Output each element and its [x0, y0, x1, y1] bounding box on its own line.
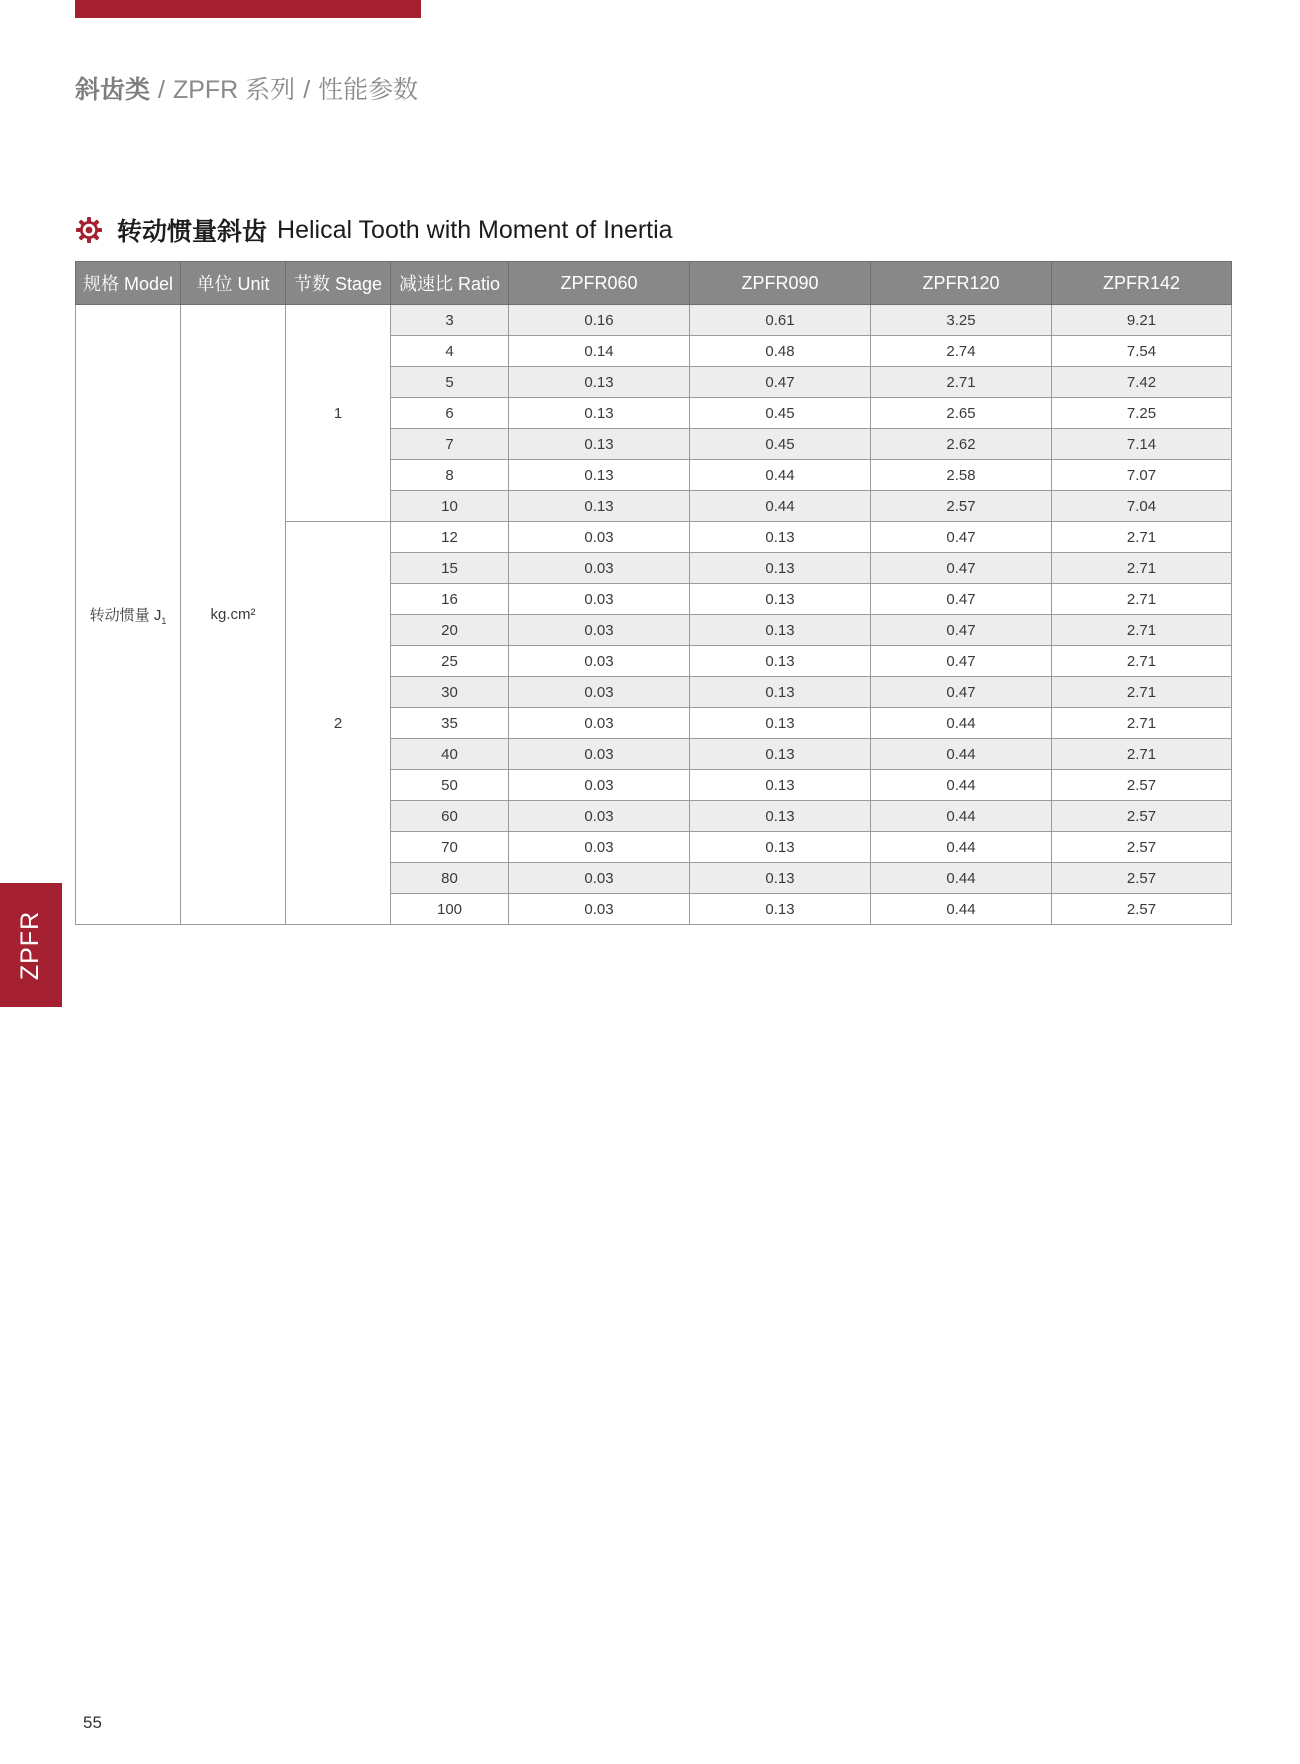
- ratio-cell: 80: [391, 863, 509, 894]
- zpfr060-cell: 0.14: [509, 336, 690, 367]
- header-zpfr060: ZPFR060: [509, 262, 690, 305]
- header-ratio: 减速比 Ratio: [391, 262, 509, 305]
- zpfr060-cell: 0.03: [509, 894, 690, 925]
- zpfr060-cell: 0.03: [509, 832, 690, 863]
- zpfr060-cell: 0.13: [509, 398, 690, 429]
- zpfr090-cell: 0.13: [690, 646, 871, 677]
- zpfr120-cell: 2.57: [871, 491, 1052, 522]
- breadcrumb-category: 斜齿类: [75, 76, 151, 104]
- zpfr120-cell: 0.47: [871, 522, 1052, 553]
- zpfr120-cell: 3.25: [871, 305, 1052, 336]
- ratio-cell: 16: [391, 584, 509, 615]
- zpfr142-cell: 7.14: [1052, 429, 1232, 460]
- ratio-cell: 70: [391, 832, 509, 863]
- zpfr060-cell: 0.03: [509, 863, 690, 894]
- zpfr142-cell: 2.71: [1052, 522, 1232, 553]
- row-label-subscript: 1: [161, 615, 167, 626]
- zpfr142-cell: 7.04: [1052, 491, 1232, 522]
- section-title-en: Helical Tooth with Moment of Inertia: [277, 215, 673, 244]
- ratio-cell: 20: [391, 615, 509, 646]
- zpfr142-cell: 2.57: [1052, 863, 1232, 894]
- ratio-cell: 15: [391, 553, 509, 584]
- ratio-cell: 30: [391, 677, 509, 708]
- zpfr090-cell: 0.13: [690, 770, 871, 801]
- zpfr142-cell: 2.71: [1052, 646, 1232, 677]
- zpfr120-cell: 0.44: [871, 770, 1052, 801]
- zpfr142-cell: 7.42: [1052, 367, 1232, 398]
- zpfr060-cell: 0.03: [509, 615, 690, 646]
- zpfr120-cell: 2.74: [871, 336, 1052, 367]
- header-model: 规格 Model: [76, 262, 181, 305]
- zpfr142-cell: 7.54: [1052, 336, 1232, 367]
- zpfr060-cell: 0.13: [509, 429, 690, 460]
- inertia-table: [75, 261, 1232, 925]
- ratio-cell: 5: [391, 367, 509, 398]
- zpfr060-cell: 0.03: [509, 553, 690, 584]
- zpfr090-cell: 0.13: [690, 584, 871, 615]
- zpfr060-cell: 0.16: [509, 305, 690, 336]
- zpfr142-cell: 2.71: [1052, 708, 1232, 739]
- ratio-cell: 6: [391, 398, 509, 429]
- zpfr142-cell: 9.21: [1052, 305, 1232, 336]
- ratio-cell: 100: [391, 894, 509, 925]
- ratio-cell: 8: [391, 460, 509, 491]
- gear-icon: [75, 216, 103, 244]
- zpfr120-cell: 2.62: [871, 429, 1052, 460]
- zpfr142-cell: 7.07: [1052, 460, 1232, 491]
- zpfr120-cell: 2.58: [871, 460, 1052, 491]
- breadcrumb: [75, 70, 418, 106]
- zpfr120-cell: 0.44: [871, 832, 1052, 863]
- stage-1-cell: 1: [286, 305, 391, 522]
- zpfr142-cell: 2.57: [1052, 832, 1232, 863]
- table-row: [76, 305, 1232, 336]
- zpfr090-cell: 0.47: [690, 367, 871, 398]
- zpfr142-cell: 2.71: [1052, 615, 1232, 646]
- ratio-cell: 4: [391, 336, 509, 367]
- zpfr120-cell: 2.65: [871, 398, 1052, 429]
- zpfr060-cell: 0.03: [509, 801, 690, 832]
- zpfr060-cell: 0.03: [509, 677, 690, 708]
- ratio-cell: 40: [391, 739, 509, 770]
- zpfr120-cell: 0.47: [871, 553, 1052, 584]
- zpfr090-cell: 0.45: [690, 398, 871, 429]
- zpfr060-cell: 0.03: [509, 522, 690, 553]
- zpfr090-cell: 0.44: [690, 460, 871, 491]
- zpfr142-cell: 2.71: [1052, 553, 1232, 584]
- breadcrumb-separator: /: [158, 76, 165, 104]
- zpfr142-cell: 7.25: [1052, 398, 1232, 429]
- zpfr120-cell: 0.47: [871, 584, 1052, 615]
- header-unit: 单位 Unit: [181, 262, 286, 305]
- zpfr090-cell: 0.13: [690, 677, 871, 708]
- zpfr090-cell: 0.13: [690, 553, 871, 584]
- zpfr090-cell: 0.13: [690, 894, 871, 925]
- zpfr090-cell: 0.61: [690, 305, 871, 336]
- zpfr120-cell: 0.47: [871, 677, 1052, 708]
- ratio-cell: 35: [391, 708, 509, 739]
- page-number: 55: [83, 1713, 102, 1732]
- header-zpfr120: ZPFR120: [871, 262, 1052, 305]
- ratio-cell: 60: [391, 801, 509, 832]
- zpfr120-cell: 0.44: [871, 739, 1052, 770]
- zpfr060-cell: 0.03: [509, 646, 690, 677]
- section-title-zh: 转动惯量斜齿: [117, 218, 268, 246]
- zpfr090-cell: 0.45: [690, 429, 871, 460]
- zpfr090-cell: 0.13: [690, 522, 871, 553]
- row-label: 转动惯量 J: [89, 606, 162, 624]
- zpfr142-cell: 2.57: [1052, 894, 1232, 925]
- zpfr120-cell: 0.47: [871, 646, 1052, 677]
- stage-2-cell: 2: [286, 522, 391, 925]
- zpfr120-cell: 0.44: [871, 801, 1052, 832]
- zpfr120-cell: 0.47: [871, 615, 1052, 646]
- table-header-row: [76, 262, 1232, 305]
- ratio-cell: 3: [391, 305, 509, 336]
- zpfr060-cell: 0.13: [509, 460, 690, 491]
- header-zpfr142: ZPFR142: [1052, 262, 1232, 305]
- zpfr090-cell: 0.48: [690, 336, 871, 367]
- zpfr060-cell: 0.13: [509, 491, 690, 522]
- zpfr120-cell: 0.44: [871, 863, 1052, 894]
- zpfr120-cell: 0.44: [871, 894, 1052, 925]
- zpfr090-cell: 0.13: [690, 615, 871, 646]
- breadcrumb-separator: /: [303, 76, 311, 104]
- unit-cell: kg.cm²: [181, 305, 286, 925]
- zpfr060-cell: 0.13: [509, 367, 690, 398]
- zpfr060-cell: 0.03: [509, 739, 690, 770]
- breadcrumb-series: ZPFR 系列: [172, 76, 296, 104]
- zpfr090-cell: 0.13: [690, 863, 871, 894]
- side-tab-label: ZPFR: [16, 910, 45, 980]
- zpfr120-cell: 2.71: [871, 367, 1052, 398]
- zpfr142-cell: 2.71: [1052, 739, 1232, 770]
- zpfr090-cell: 0.13: [690, 832, 871, 863]
- zpfr090-cell: 0.13: [690, 739, 871, 770]
- row-label-cell: [76, 305, 181, 925]
- header-zpfr090: ZPFR090: [690, 262, 871, 305]
- zpfr142-cell: 2.57: [1052, 770, 1232, 801]
- breadcrumb-page: 性能参数: [318, 76, 419, 104]
- ratio-cell: 50: [391, 770, 509, 801]
- zpfr090-cell: 0.13: [690, 801, 871, 832]
- zpfr090-cell: 0.44: [690, 491, 871, 522]
- ratio-cell: 7: [391, 429, 509, 460]
- ratio-cell: 25: [391, 646, 509, 677]
- zpfr090-cell: 0.13: [690, 708, 871, 739]
- ratio-cell: 10: [391, 491, 509, 522]
- side-tab: [0, 883, 62, 1007]
- section-title: [75, 212, 673, 248]
- top-accent-bar: [75, 0, 421, 18]
- ratio-cell: 12: [391, 522, 509, 553]
- zpfr142-cell: 2.57: [1052, 801, 1232, 832]
- zpfr120-cell: 0.44: [871, 708, 1052, 739]
- zpfr142-cell: 2.71: [1052, 584, 1232, 615]
- zpfr142-cell: 2.71: [1052, 677, 1232, 708]
- zpfr060-cell: 0.03: [509, 708, 690, 739]
- zpfr060-cell: 0.03: [509, 770, 690, 801]
- zpfr060-cell: 0.03: [509, 584, 690, 615]
- header-stage: 节数 Stage: [286, 262, 391, 305]
